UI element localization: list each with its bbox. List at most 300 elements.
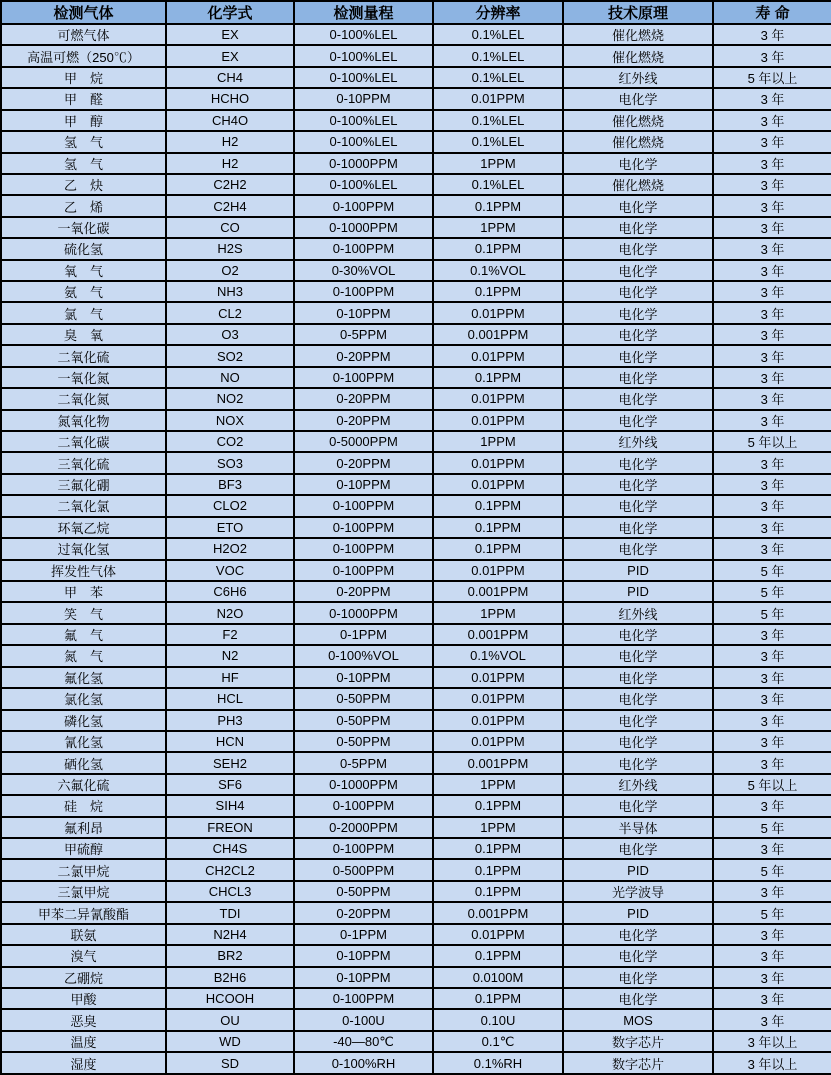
cell-resolution: 1PPM (433, 217, 563, 238)
cell-formula: EX (166, 45, 294, 66)
cell-principle: 电化学 (563, 945, 713, 966)
cell-range: 0-1000PPM (294, 774, 433, 795)
cell-principle: 电化学 (563, 495, 713, 516)
cell-resolution: 0.1%LEL (433, 67, 563, 88)
cell-range: 0-10PPM (294, 967, 433, 988)
header-formula: 化学式 (166, 1, 294, 24)
cell-gas: 氨 气 (1, 281, 166, 302)
table-row (1, 817, 831, 838)
table-row (1, 1009, 831, 1030)
cell-principle: 电化学 (563, 452, 713, 473)
table-row (1, 967, 831, 988)
cell-principle: 催化燃烧 (563, 45, 713, 66)
cell-principle: 数字芯片 (563, 1031, 713, 1052)
cell-formula: SD (166, 1052, 294, 1074)
cell-range: 0-100%VOL (294, 645, 433, 666)
cell-resolution: 0.01PPM (433, 560, 563, 581)
cell-range: 0-20PPM (294, 410, 433, 431)
table-row (1, 345, 831, 366)
cell-gas: 二氯甲烷 (1, 859, 166, 880)
table-row (1, 924, 831, 945)
cell-formula: CH4S (166, 838, 294, 859)
cell-resolution: 0.1PPM (433, 195, 563, 216)
cell-formula: H2 (166, 131, 294, 152)
cell-principle: 电化学 (563, 195, 713, 216)
cell-gas: 硅 烷 (1, 795, 166, 816)
cell-range: 0-100PPM (294, 195, 433, 216)
cell-formula: OU (166, 1009, 294, 1030)
cell-resolution: 0.1PPM (433, 795, 563, 816)
cell-formula: F2 (166, 624, 294, 645)
cell-gas: 氯 气 (1, 302, 166, 323)
cell-formula: BR2 (166, 945, 294, 966)
cell-gas: 一氧化碳 (1, 217, 166, 238)
cell-lifespan: 3 年 (713, 667, 831, 688)
cell-gas: 氟利昂 (1, 817, 166, 838)
cell-range: 0-100PPM (294, 560, 433, 581)
cell-lifespan: 5 年 (713, 560, 831, 581)
cell-principle: 电化学 (563, 710, 713, 731)
cell-principle: 电化学 (563, 988, 713, 1009)
cell-principle: 电化学 (563, 731, 713, 752)
cell-principle: 电化学 (563, 302, 713, 323)
cell-resolution: 0.1PPM (433, 988, 563, 1009)
table-row (1, 795, 831, 816)
cell-gas: 乙 烯 (1, 195, 166, 216)
cell-range: 0-100%LEL (294, 45, 433, 66)
table-row (1, 281, 831, 302)
cell-formula: CH2CL2 (166, 859, 294, 880)
cell-principle: 电化学 (563, 260, 713, 281)
cell-resolution: 0.01PPM (433, 474, 563, 495)
cell-lifespan: 3 年 (713, 731, 831, 752)
cell-gas: 甲硫醇 (1, 838, 166, 859)
table-row (1, 624, 831, 645)
cell-formula: NO2 (166, 388, 294, 409)
cell-formula: CHCL3 (166, 881, 294, 902)
cell-gas: 乙硼烷 (1, 967, 166, 988)
cell-principle: 电化学 (563, 153, 713, 174)
cell-range: 0-100%LEL (294, 174, 433, 195)
cell-lifespan: 3 年 (713, 281, 831, 302)
cell-formula: CH4O (166, 110, 294, 131)
cell-formula: EX (166, 24, 294, 45)
cell-gas: 过氧化氢 (1, 538, 166, 559)
header-row (1, 1, 831, 24)
cell-principle: 电化学 (563, 624, 713, 645)
table-row (1, 645, 831, 666)
cell-gas: 硫化氢 (1, 238, 166, 259)
cell-lifespan: 3 年 (713, 988, 831, 1009)
cell-gas: 三氟化硼 (1, 474, 166, 495)
cell-range: 0-1PPM (294, 924, 433, 945)
cell-range: 0-100PPM (294, 495, 433, 516)
cell-resolution: 0.001PPM (433, 324, 563, 345)
cell-range: 0-50PPM (294, 881, 433, 902)
cell-range: 0-5000PPM (294, 431, 433, 452)
cell-lifespan: 3 年 (713, 260, 831, 281)
cell-principle: 电化学 (563, 388, 713, 409)
cell-resolution: 0.1%LEL (433, 110, 563, 131)
cell-gas: 氮 气 (1, 645, 166, 666)
cell-lifespan: 3 年以上 (713, 1031, 831, 1052)
cell-principle: 电化学 (563, 367, 713, 388)
cell-principle: 电化学 (563, 795, 713, 816)
cell-formula: NOX (166, 410, 294, 431)
cell-lifespan: 3 年 (713, 752, 831, 773)
cell-gas: 可燃气体 (1, 24, 166, 45)
table-row (1, 217, 831, 238)
cell-range: 0-20PPM (294, 345, 433, 366)
table-row (1, 945, 831, 966)
cell-gas: 氢 气 (1, 153, 166, 174)
cell-lifespan: 3 年 (713, 945, 831, 966)
cell-gas: 乙 炔 (1, 174, 166, 195)
cell-lifespan: 3 年 (713, 795, 831, 816)
cell-gas: 笑 气 (1, 602, 166, 623)
cell-formula: B2H6 (166, 967, 294, 988)
cell-lifespan: 3 年 (713, 131, 831, 152)
cell-principle: 电化学 (563, 345, 713, 366)
cell-resolution: 0.0100M (433, 967, 563, 988)
cell-principle: 催化燃烧 (563, 131, 713, 152)
table-row (1, 260, 831, 281)
cell-range: 0-100PPM (294, 988, 433, 1009)
header-resolution: 分辨率 (433, 1, 563, 24)
cell-resolution: 0.1%RH (433, 1052, 563, 1074)
table-row (1, 131, 831, 152)
table-row (1, 195, 831, 216)
cell-principle: PID (563, 581, 713, 602)
cell-lifespan: 5 年以上 (713, 431, 831, 452)
cell-gas: 硒化氢 (1, 752, 166, 773)
cell-gas: 氟 气 (1, 624, 166, 645)
cell-resolution: 0.1PPM (433, 538, 563, 559)
cell-resolution: 0.1PPM (433, 495, 563, 516)
cell-resolution: 0.001PPM (433, 902, 563, 923)
cell-formula: WD (166, 1031, 294, 1052)
cell-principle: 半导体 (563, 817, 713, 838)
cell-resolution: 0.1%VOL (433, 645, 563, 666)
cell-gas: 高温可燃（250℃） (1, 45, 166, 66)
cell-principle: 红外线 (563, 602, 713, 623)
cell-formula: O2 (166, 260, 294, 281)
cell-principle: 电化学 (563, 688, 713, 709)
cell-lifespan: 3 年 (713, 388, 831, 409)
cell-lifespan: 3 年 (713, 1009, 831, 1030)
table-row (1, 988, 831, 1009)
cell-gas: 溴气 (1, 945, 166, 966)
cell-lifespan: 5 年 (713, 859, 831, 880)
cell-formula: C2H4 (166, 195, 294, 216)
cell-resolution: 0.10U (433, 1009, 563, 1030)
cell-lifespan: 3 年 (713, 474, 831, 495)
cell-gas: 三氯甲烷 (1, 881, 166, 902)
cell-range: 0-50PPM (294, 710, 433, 731)
cell-gas: 恶臭 (1, 1009, 166, 1030)
header-principle: 技术原理 (563, 1, 713, 24)
cell-formula: H2O2 (166, 538, 294, 559)
table-row (1, 538, 831, 559)
cell-range: 0-100PPM (294, 517, 433, 538)
cell-principle: PID (563, 902, 713, 923)
cell-range: 0-1000PPM (294, 217, 433, 238)
cell-range: 0-30%VOL (294, 260, 433, 281)
cell-gas: 氟化氢 (1, 667, 166, 688)
table-row (1, 110, 831, 131)
cell-formula: VOC (166, 560, 294, 581)
cell-range: 0-20PPM (294, 388, 433, 409)
cell-formula: C6H6 (166, 581, 294, 602)
cell-resolution: 1PPM (433, 817, 563, 838)
cell-formula: ETO (166, 517, 294, 538)
cell-range: 0-1000PPM (294, 153, 433, 174)
cell-range: 0-20PPM (294, 902, 433, 923)
table-row (1, 838, 831, 859)
cell-formula: H2 (166, 153, 294, 174)
cell-range: 0-10PPM (294, 88, 433, 109)
table-row (1, 474, 831, 495)
cell-lifespan: 5 年以上 (713, 774, 831, 795)
cell-gas: 一氧化氮 (1, 367, 166, 388)
cell-range: 0-10PPM (294, 474, 433, 495)
table-row (1, 367, 831, 388)
cell-lifespan: 5 年以上 (713, 67, 831, 88)
cell-resolution: 0.01PPM (433, 667, 563, 688)
cell-formula: N2O (166, 602, 294, 623)
table-row (1, 560, 831, 581)
cell-resolution: 0.1PPM (433, 238, 563, 259)
cell-resolution: 0.1PPM (433, 281, 563, 302)
table-row (1, 174, 831, 195)
cell-gas: 甲 烷 (1, 67, 166, 88)
cell-lifespan: 3 年 (713, 688, 831, 709)
cell-range: 0-100%LEL (294, 131, 433, 152)
cell-resolution: 0.1%LEL (433, 174, 563, 195)
cell-principle: 催化燃烧 (563, 174, 713, 195)
cell-resolution: 0.1%LEL (433, 24, 563, 45)
cell-resolution: 0.01PPM (433, 345, 563, 366)
cell-resolution: 0.01PPM (433, 302, 563, 323)
cell-lifespan: 3 年 (713, 302, 831, 323)
cell-lifespan: 3 年 (713, 924, 831, 945)
cell-gas: 环氧乙烷 (1, 517, 166, 538)
cell-resolution: 0.01PPM (433, 388, 563, 409)
cell-gas: 甲酸 (1, 988, 166, 1009)
cell-resolution: 0.01PPM (433, 688, 563, 709)
cell-lifespan: 3 年 (713, 710, 831, 731)
cell-lifespan: 3 年 (713, 645, 831, 666)
cell-lifespan: 3 年 (713, 624, 831, 645)
cell-principle: 电化学 (563, 474, 713, 495)
table-row (1, 452, 831, 473)
table-row (1, 710, 831, 731)
cell-formula: C2H2 (166, 174, 294, 195)
table-row (1, 238, 831, 259)
cell-formula: HF (166, 667, 294, 688)
cell-formula: TDI (166, 902, 294, 923)
table-row (1, 881, 831, 902)
cell-principle: PID (563, 859, 713, 880)
cell-resolution: 0.1PPM (433, 838, 563, 859)
cell-resolution: 0.01PPM (433, 710, 563, 731)
cell-gas: 温度 (1, 1031, 166, 1052)
table-row (1, 324, 831, 345)
cell-formula: SIH4 (166, 795, 294, 816)
table-body (1, 24, 831, 1074)
cell-formula: SO3 (166, 452, 294, 473)
cell-principle: 电化学 (563, 410, 713, 431)
cell-lifespan: 3 年 (713, 238, 831, 259)
cell-range: 0-100%LEL (294, 67, 433, 88)
cell-range: 0-100U (294, 1009, 433, 1030)
cell-formula: N2H4 (166, 924, 294, 945)
cell-gas: 氮氧化物 (1, 410, 166, 431)
table-row (1, 45, 831, 66)
table-row (1, 1052, 831, 1074)
cell-formula: PH3 (166, 710, 294, 731)
cell-range: 0-10PPM (294, 302, 433, 323)
cell-gas: 湿度 (1, 1052, 166, 1074)
table-row (1, 902, 831, 923)
cell-range: 0-10PPM (294, 945, 433, 966)
cell-formula: CO (166, 217, 294, 238)
cell-resolution: 0.1PPM (433, 881, 563, 902)
cell-lifespan: 3 年 (713, 838, 831, 859)
cell-resolution: 0.01PPM (433, 410, 563, 431)
cell-formula: CL2 (166, 302, 294, 323)
cell-principle: PID (563, 560, 713, 581)
cell-gas: 三氧化硫 (1, 452, 166, 473)
cell-lifespan: 3 年 (713, 410, 831, 431)
cell-principle: 电化学 (563, 924, 713, 945)
table-row (1, 388, 831, 409)
cell-range: 0-1000PPM (294, 602, 433, 623)
cell-lifespan: 5 年 (713, 602, 831, 623)
cell-formula: HCOOH (166, 988, 294, 1009)
cell-range: 0-20PPM (294, 581, 433, 602)
cell-resolution: 0.01PPM (433, 88, 563, 109)
cell-formula: HCHO (166, 88, 294, 109)
table-row (1, 67, 831, 88)
cell-principle: 红外线 (563, 431, 713, 452)
cell-range: 0-100%LEL (294, 24, 433, 45)
cell-lifespan: 3 年 (713, 110, 831, 131)
cell-resolution: 0.01PPM (433, 731, 563, 752)
cell-lifespan: 5 年 (713, 817, 831, 838)
cell-range: 0-100PPM (294, 238, 433, 259)
cell-lifespan: 3 年 (713, 367, 831, 388)
cell-lifespan: 3 年 (713, 452, 831, 473)
table-row (1, 731, 831, 752)
table-row (1, 517, 831, 538)
cell-range: 0-2000PPM (294, 817, 433, 838)
cell-range: 0-100%LEL (294, 110, 433, 131)
cell-lifespan: 3 年 (713, 88, 831, 109)
cell-range: 0-50PPM (294, 688, 433, 709)
cell-resolution: 0.001PPM (433, 581, 563, 602)
cell-principle: 电化学 (563, 645, 713, 666)
cell-principle: 电化学 (563, 238, 713, 259)
cell-principle: 红外线 (563, 67, 713, 88)
cell-formula: SO2 (166, 345, 294, 366)
cell-gas: 氢 气 (1, 131, 166, 152)
cell-resolution: 0.1%VOL (433, 260, 563, 281)
cell-gas: 甲 醛 (1, 88, 166, 109)
cell-gas: 六氟化硫 (1, 774, 166, 795)
cell-principle: 催化燃烧 (563, 24, 713, 45)
cell-range: 0-1PPM (294, 624, 433, 645)
table-row (1, 581, 831, 602)
cell-lifespan: 3 年 (713, 174, 831, 195)
cell-lifespan: 3 年以上 (713, 1052, 831, 1074)
cell-gas: 甲苯二异氰酸酯 (1, 902, 166, 923)
cell-formula: CO2 (166, 431, 294, 452)
table-row (1, 153, 831, 174)
cell-resolution: 0.1℃ (433, 1031, 563, 1052)
cell-gas: 二氧化碳 (1, 431, 166, 452)
cell-lifespan: 3 年 (713, 153, 831, 174)
cell-range: -40—80℃ (294, 1031, 433, 1052)
cell-principle: 电化学 (563, 324, 713, 345)
cell-principle: 电化学 (563, 752, 713, 773)
cell-principle: 数字芯片 (563, 1052, 713, 1074)
cell-gas: 二氧化硫 (1, 345, 166, 366)
table-row (1, 431, 831, 452)
table-row (1, 24, 831, 45)
header-gas: 检测气体 (1, 1, 166, 24)
cell-gas: 氯化氢 (1, 688, 166, 709)
cell-range: 0-20PPM (294, 452, 433, 473)
cell-lifespan: 3 年 (713, 517, 831, 538)
cell-principle: 电化学 (563, 967, 713, 988)
cell-lifespan: 3 年 (713, 967, 831, 988)
cell-lifespan: 3 年 (713, 24, 831, 45)
table-row (1, 1031, 831, 1052)
cell-resolution: 0.1PPM (433, 367, 563, 388)
table-row (1, 774, 831, 795)
cell-lifespan: 3 年 (713, 538, 831, 559)
cell-formula: NH3 (166, 281, 294, 302)
cell-resolution: 0.1%LEL (433, 131, 563, 152)
cell-resolution: 1PPM (433, 774, 563, 795)
cell-lifespan: 5 年 (713, 581, 831, 602)
cell-resolution: 0.01PPM (433, 452, 563, 473)
cell-principle: 电化学 (563, 517, 713, 538)
cell-lifespan: 3 年 (713, 495, 831, 516)
cell-range: 0-100PPM (294, 281, 433, 302)
cell-range: 0-5PPM (294, 324, 433, 345)
cell-resolution: 0.01PPM (433, 924, 563, 945)
cell-principle: 电化学 (563, 281, 713, 302)
cell-formula: BF3 (166, 474, 294, 495)
cell-resolution: 0.001PPM (433, 752, 563, 773)
cell-gas: 二氧化氮 (1, 388, 166, 409)
cell-range: 0-100%RH (294, 1052, 433, 1074)
cell-principle: 光学波导 (563, 881, 713, 902)
cell-formula: HCL (166, 688, 294, 709)
cell-range: 0-500PPM (294, 859, 433, 880)
table-row (1, 667, 831, 688)
table-row (1, 495, 831, 516)
cell-lifespan: 3 年 (713, 324, 831, 345)
header-lifespan: 寿 命 (713, 1, 831, 24)
table-header (1, 1, 831, 24)
cell-principle: 电化学 (563, 217, 713, 238)
cell-resolution: 1PPM (433, 431, 563, 452)
cell-range: 0-100PPM (294, 838, 433, 859)
cell-formula: SEH2 (166, 752, 294, 773)
